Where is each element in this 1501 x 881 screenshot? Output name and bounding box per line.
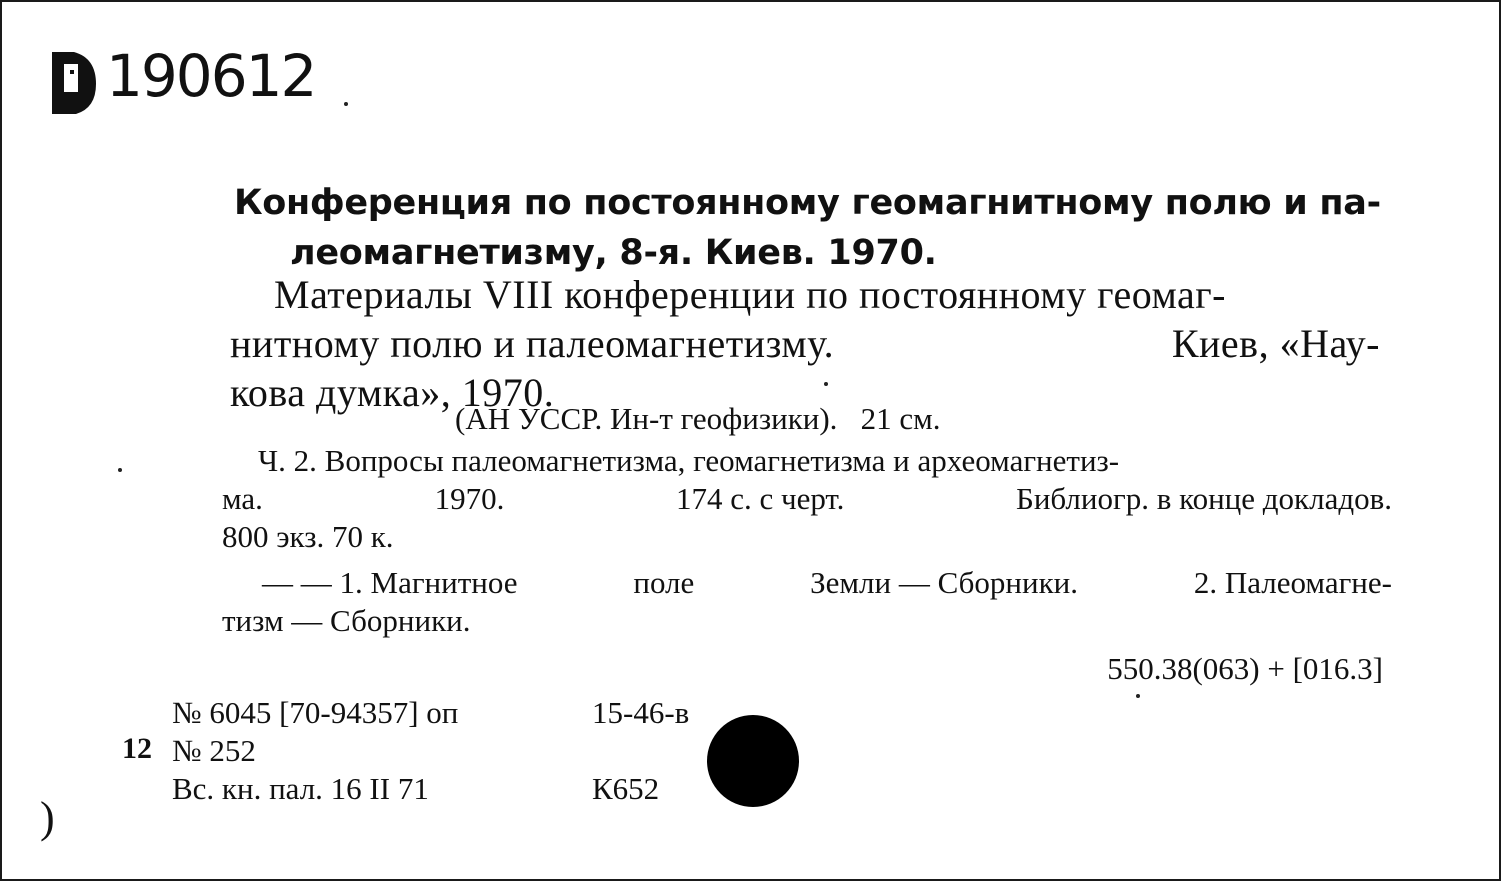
subjects-line-1-a: — — 1. Магнитное [262,565,518,600]
library-stamp-icon [46,48,100,118]
part-line-3: 800 экз. 70 к. [222,519,394,554]
accession-row-2-left: № 252 [172,733,256,768]
udc-classification: 550.38(063) + [016.3] [1107,651,1383,686]
side-mark: 12 [122,732,152,765]
imprint-block [230,270,1380,417]
part-line-1: Ч. 2. Вопросы палеомагнетизма, геомагнетизма и археомагнетиз- [258,443,1120,478]
title-line-1: Конференция по постоянному геомагнитному полю и па- [234,183,1381,223]
accession-row-3 [172,770,689,808]
imprint-line-2 [230,319,1380,368]
accession-row-3-right: К652 [592,771,660,806]
accession-block [172,694,689,808]
subjects-line-1-b: поле [633,565,695,600]
print-speck [118,468,122,472]
series-note: (АН УССР. Ин-т геофизики). 21 см. [455,401,941,436]
card-title [234,178,1381,278]
accession-row-2 [172,732,689,770]
print-speck [344,102,348,106]
catalog-number: 190612 [106,42,316,110]
subjects-line-1 [222,564,1392,602]
print-speck [1136,694,1140,698]
print-speck [824,382,828,386]
part-description [222,442,1392,556]
accession-row-1-right: 15-46-в [592,695,690,730]
subjects-line-1-d: 2. Палеомагне- [1193,565,1392,600]
accession-row-1-left: № 6045 [70-94357] оп [172,695,459,730]
punch-hole [707,715,799,807]
subject-headings [222,564,1392,640]
subjects-line-1-c: Земли — Сборники. [810,565,1079,600]
accession-row-1 [172,694,689,732]
part-line-2-d: Библиогр. в конце докладов. [1016,481,1392,516]
imprint-line-2-left: нитному полю и палеомагнетизму. [230,321,835,366]
title-line-2: леомагнетизму, 8-я. Киев. 1970. [290,233,937,273]
imprint-line-3: кова думка», 1970. [230,370,555,415]
imprint-line-2-right: Киев, «Нау- [1171,321,1380,366]
part-line-2-a: ма. [222,481,263,516]
accession-row-3-left: Вс. кн. пал. 16 II 71 [172,771,429,806]
part-line-2-c: 174 с. с черт. [675,481,845,516]
part-line-2-b: 1970. [434,481,505,516]
part-line-2 [222,480,1392,518]
imprint-line-1: Материалы VIII конференции по постоянному геомаг- [274,272,1226,317]
margin-mark: ) [40,793,55,842]
subjects-line-2: тизм — Сборники. [222,603,471,638]
